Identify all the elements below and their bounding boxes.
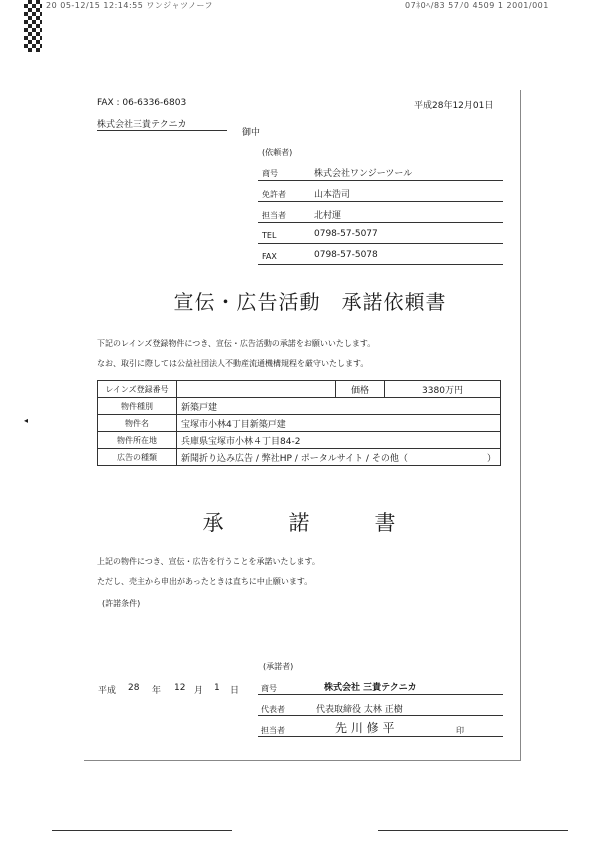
sender-fax: FAX : 06-6336-6803 (97, 98, 187, 108)
requester-value: 株式会社ワンジーツール (314, 169, 413, 179)
underline (258, 243, 503, 244)
date-day: 1 (214, 683, 220, 693)
intro-line: なお、取引に際しては公益社団法人不動産流通機構規程を厳守いたします。 (97, 359, 369, 368)
consent-title: 承 諾 書 (202, 511, 418, 535)
signer-contact: 先 川 修 平 (335, 721, 395, 735)
requester-label: 担当者 (262, 211, 286, 220)
table-row (98, 449, 501, 466)
table-row (98, 398, 501, 415)
table-row (98, 432, 501, 449)
fax-header-right: 07ﾈ0ﾍ/83 57ﾉ0 4509 1 2001/001 (405, 1, 549, 10)
table-label: 物件種別 (98, 398, 177, 415)
signer-heading: (承諾者) (263, 662, 294, 671)
table-label: 物件所在地 (98, 432, 177, 449)
underline (258, 180, 503, 181)
requester-label: 免許者 (262, 190, 286, 199)
date-month-unit: 月 (194, 686, 204, 696)
conditions-label: (許諾条件) (102, 599, 141, 608)
table-row (98, 415, 501, 432)
underline (258, 222, 503, 223)
signer-label: 商号 (261, 684, 277, 693)
fax-header-left: 20 05-12/15 12:14:55 ワンジャツノーフ (46, 1, 214, 10)
underline (258, 694, 503, 695)
date-era: 平成 (98, 686, 117, 696)
property-table (97, 380, 501, 466)
underline (258, 715, 503, 716)
price-value: 3380万円 (385, 381, 501, 398)
date-day-unit: 日 (230, 686, 240, 696)
requester-label: TEL (262, 231, 277, 240)
table-value: 宝塚市小林4丁目新築戸建 (177, 415, 501, 432)
bottom-rule-left (52, 830, 232, 831)
intro-line: 下記のレインズ登録物件につき、宣伝・広告活動の承諾をお願いいたします。 (97, 339, 376, 348)
requester-label: 商号 (262, 169, 278, 178)
date-month: 12 (174, 683, 186, 693)
request-title: 宣伝・広告活動 承諾依頼書 (173, 290, 447, 314)
table-value: 兵庫県宝塚市小林４丁目84-2 (177, 432, 501, 449)
signer-representative: 代表取締役 太林 正樹 (316, 705, 403, 715)
bottom-rule-right (378, 830, 568, 831)
left-arrow-icon: ◂ (24, 416, 29, 425)
document-date: 平成28年12月01日 (414, 101, 494, 111)
table-value: 新築戸建 (177, 398, 501, 415)
table-label: 広告の種類 (98, 449, 177, 466)
consent-line: ただし、売主から申出があったときは直ちに中止願います。 (97, 577, 313, 586)
date-year: 28 (128, 683, 140, 693)
underline (258, 201, 503, 202)
underline (258, 736, 503, 737)
table-label: レインズ登録番号 (98, 381, 177, 398)
ad-type-text: 新聞折り込み広告 / 弊社HP / ポータルサイト / その他（ (181, 453, 408, 464)
ad-type-value (177, 449, 501, 466)
consent-line: 上記の物件につき、宣伝・広告を行うことを承諾いたします。 (97, 557, 320, 566)
seal-mark: 印 (456, 726, 464, 735)
signer-label: 担当者 (261, 726, 285, 735)
signer-label: 代表者 (261, 705, 285, 714)
requester-value: 0798-57-5077 (314, 229, 378, 239)
table-row (98, 381, 501, 398)
table-label: 物件名 (98, 415, 177, 432)
price-label: 価格 (336, 381, 385, 398)
ad-type-close: ） (486, 453, 496, 464)
sender-company: 株式会社三貴テクニカ (97, 117, 227, 131)
requester-label: FAX (262, 252, 277, 261)
requester-value: 北村運 (314, 211, 342, 221)
requester-value: 0798-57-5078 (314, 250, 378, 260)
underline (258, 264, 503, 265)
requester-value: 山本浩司 (314, 190, 351, 200)
date-year-unit: 年 (152, 686, 162, 696)
signer-company: 株式会社 三貴テクニカ (324, 683, 417, 693)
sender-honorific: 御中 (242, 128, 261, 138)
fax-checker-mark (24, 0, 42, 52)
requester-heading: (依頼者) (262, 148, 293, 157)
reins-number-value (177, 381, 336, 398)
